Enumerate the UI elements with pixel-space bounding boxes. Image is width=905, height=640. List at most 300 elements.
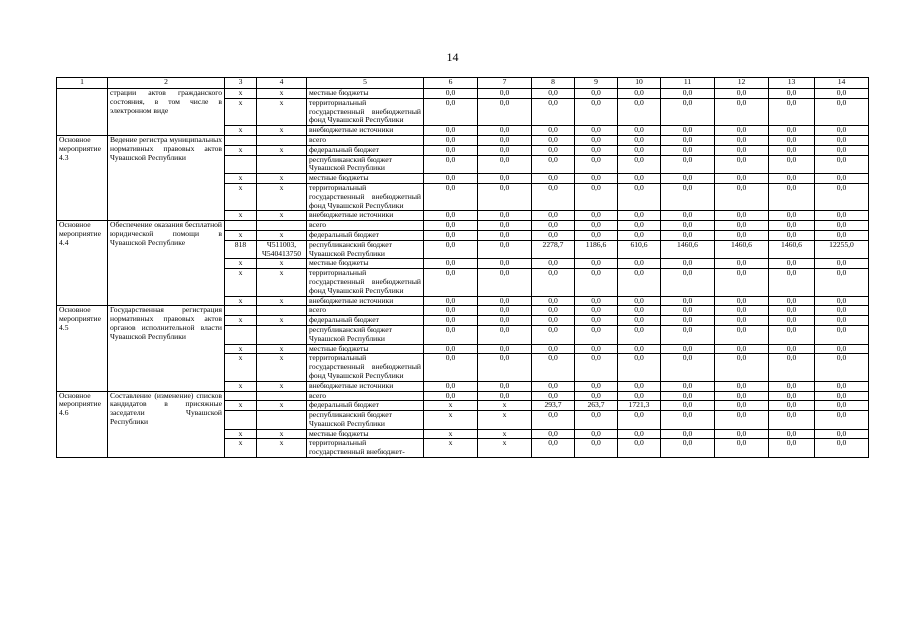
- value-cell: 0,0: [532, 145, 575, 155]
- column-header: 13: [769, 78, 815, 89]
- value-cell: 0,0: [618, 411, 661, 430]
- value-cell: 0,0: [618, 135, 661, 145]
- value-cell: 0,0: [532, 344, 575, 354]
- source-cell: республиканский бюджет Чувашской Республики: [307, 240, 424, 259]
- value-cell: 0,0: [424, 296, 478, 306]
- value-cell: 0,0: [715, 411, 769, 430]
- value-cell: 0,0: [532, 211, 575, 221]
- value-cell: 0,0: [478, 354, 532, 381]
- value-cell: 0,0: [478, 391, 532, 401]
- value-cell: 0,0: [815, 174, 869, 184]
- x-cell: х: [225, 344, 257, 354]
- value-cell: 0,0: [575, 145, 618, 155]
- value-cell: 0,0: [815, 439, 869, 458]
- value-cell: 0,0: [815, 98, 869, 125]
- source-cell: местные бюджеты: [307, 344, 424, 354]
- value-cell: 0,0: [769, 306, 815, 316]
- measure-text: страции актов гражданского состояния, в том числе в электронном виде: [108, 89, 225, 136]
- column-header: 14: [815, 78, 869, 89]
- table-row: [57, 221, 869, 231]
- source-cell: федеральный бюджет: [307, 401, 424, 411]
- x-cell: х: [257, 296, 307, 306]
- value-cell: 0,0: [532, 183, 575, 210]
- value-cell: 0,0: [661, 269, 715, 296]
- value-cell: 0,0: [532, 296, 575, 306]
- value-cell: 0,0: [424, 240, 478, 259]
- value-cell: 0,0: [715, 296, 769, 306]
- value-cell: 1460,6: [715, 240, 769, 259]
- table-row: [57, 135, 869, 145]
- value-cell: 0,0: [661, 155, 715, 174]
- x-cell: х: [257, 126, 307, 136]
- value-cell: 0,0: [715, 269, 769, 296]
- x-cell: х: [257, 316, 307, 326]
- value-cell: 0,0: [769, 183, 815, 210]
- value-cell: 0,0: [815, 411, 869, 430]
- x-cell: х: [225, 211, 257, 221]
- value-cell: 293,7: [532, 401, 575, 411]
- measure-label: Основное мероприятие 4.4: [57, 221, 108, 306]
- measure-text: Ведение регистра муниципальных нормативных правовых актов Чувашской Республики: [108, 135, 225, 220]
- value-cell: 0,0: [424, 174, 478, 184]
- value-cell: х: [424, 401, 478, 411]
- value-cell: 0,0: [478, 381, 532, 391]
- value-cell: 0,0: [715, 259, 769, 269]
- value-cell: 0,0: [769, 155, 815, 174]
- value-cell: 0,0: [661, 429, 715, 439]
- x-cell: х: [257, 439, 307, 458]
- value-cell: 0,0: [618, 381, 661, 391]
- x-cell: х: [257, 230, 307, 240]
- value-cell: 0,0: [618, 89, 661, 99]
- empty-cell: [257, 155, 307, 174]
- source-cell: территориальный государственный внебюджетный фонд Чувашской Республики: [307, 183, 424, 210]
- value-cell: 0,0: [769, 269, 815, 296]
- value-cell: 0,0: [661, 135, 715, 145]
- value-cell: 0,0: [575, 211, 618, 221]
- value-cell: 0,0: [618, 354, 661, 381]
- value-cell: 0,0: [618, 296, 661, 306]
- value-cell: 1460,6: [769, 240, 815, 259]
- value-cell: 0,0: [424, 89, 478, 99]
- value-cell: 0,0: [532, 306, 575, 316]
- value-cell: 0,0: [661, 401, 715, 411]
- value-cell: 0,0: [424, 306, 478, 316]
- value-cell: 0,0: [478, 89, 532, 99]
- x-cell: х: [225, 296, 257, 306]
- value-cell: 0,0: [661, 145, 715, 155]
- value-cell: 0,0: [575, 155, 618, 174]
- source-cell: федеральный бюджет: [307, 316, 424, 326]
- value-cell: 0,0: [575, 183, 618, 210]
- value-cell: 0,0: [815, 316, 869, 326]
- x-cell: х: [225, 381, 257, 391]
- value-cell: 0,0: [575, 429, 618, 439]
- value-cell: 0,0: [618, 439, 661, 458]
- value-cell: 0,0: [769, 126, 815, 136]
- x-cell: х: [225, 145, 257, 155]
- value-cell: х: [478, 411, 532, 430]
- value-cell: 0,0: [815, 306, 869, 316]
- value-cell: 0,0: [532, 259, 575, 269]
- value-cell: 0,0: [478, 306, 532, 316]
- value-cell: 0,0: [815, 221, 869, 231]
- measure-text: Государственная регистрация нормативных правовых актов органов исполнительной власти Чувашской Республики: [108, 306, 225, 391]
- measure-label-cell: [57, 89, 108, 136]
- value-cell: 0,0: [618, 183, 661, 210]
- value-cell: 610,6: [618, 240, 661, 259]
- x-cell: х: [225, 316, 257, 326]
- value-cell: 0,0: [715, 98, 769, 125]
- value-cell: 1460,6: [661, 240, 715, 259]
- value-cell: 0,0: [715, 221, 769, 231]
- value-cell: 0,0: [715, 391, 769, 401]
- column-header: 6: [424, 78, 478, 89]
- empty-cell: [225, 155, 257, 174]
- value-cell: 0,0: [532, 439, 575, 458]
- value-cell: 0,0: [815, 344, 869, 354]
- value-cell: 0,0: [532, 429, 575, 439]
- value-cell: 0,0: [478, 145, 532, 155]
- value-cell: х: [424, 411, 478, 430]
- value-cell: 0,0: [769, 344, 815, 354]
- value-cell: 0,0: [532, 316, 575, 326]
- empty-cell: [225, 325, 257, 344]
- value-cell: 0,0: [769, 230, 815, 240]
- x-cell: х: [225, 89, 257, 99]
- value-cell: 0,0: [618, 98, 661, 125]
- value-cell: 0,0: [769, 98, 815, 125]
- x-cell: х: [257, 145, 307, 155]
- x-cell: х: [257, 259, 307, 269]
- empty-cell: [225, 221, 257, 231]
- value-cell: 0,0: [715, 344, 769, 354]
- value-cell: 0,0: [661, 296, 715, 306]
- x-cell: х: [225, 429, 257, 439]
- target-article-code: Ч511003, Ч540413750: [257, 240, 307, 259]
- value-cell: 0,0: [769, 296, 815, 306]
- value-cell: 0,0: [424, 183, 478, 210]
- value-cell: 0,0: [715, 439, 769, 458]
- value-cell: 0,0: [424, 269, 478, 296]
- value-cell: 0,0: [532, 381, 575, 391]
- value-cell: х: [424, 439, 478, 458]
- value-cell: 0,0: [618, 155, 661, 174]
- source-cell: местные бюджеты: [307, 429, 424, 439]
- value-cell: 0,0: [478, 230, 532, 240]
- value-cell: 0,0: [575, 221, 618, 231]
- value-cell: 0,0: [661, 354, 715, 381]
- column-number-row: [57, 78, 869, 89]
- value-cell: 0,0: [661, 344, 715, 354]
- value-cell: 0,0: [769, 135, 815, 145]
- value-cell: 0,0: [575, 296, 618, 306]
- value-cell: 0,0: [715, 183, 769, 210]
- value-cell: 0,0: [661, 126, 715, 136]
- source-cell: внебюджетные источники: [307, 296, 424, 306]
- value-cell: 0,0: [575, 325, 618, 344]
- x-cell: х: [257, 401, 307, 411]
- source-cell: всего: [307, 221, 424, 231]
- value-cell: 0,0: [661, 306, 715, 316]
- source-cell: всего: [307, 306, 424, 316]
- value-cell: 0,0: [815, 145, 869, 155]
- value-cell: 0,0: [532, 354, 575, 381]
- budget-table: [56, 77, 869, 458]
- measure-label: Основное мероприятие 4.5: [57, 306, 108, 391]
- source-cell: федеральный бюджет: [307, 145, 424, 155]
- value-cell: 0,0: [424, 155, 478, 174]
- x-cell: х: [225, 174, 257, 184]
- value-cell: 0,0: [532, 126, 575, 136]
- value-cell: 0,0: [769, 439, 815, 458]
- x-cell: х: [225, 259, 257, 269]
- value-cell: 0,0: [618, 325, 661, 344]
- value-cell: 263,7: [575, 401, 618, 411]
- value-cell: 0,0: [575, 135, 618, 145]
- value-cell: 0,0: [769, 354, 815, 381]
- table-body: [57, 89, 869, 458]
- value-cell: 0,0: [769, 429, 815, 439]
- value-cell: 0,0: [661, 211, 715, 221]
- value-cell: 0,0: [661, 89, 715, 99]
- value-cell: 0,0: [532, 98, 575, 125]
- x-cell: х: [225, 439, 257, 458]
- x-cell: х: [225, 401, 257, 411]
- value-cell: х: [424, 429, 478, 439]
- table-row: [57, 306, 869, 316]
- value-cell: 0,0: [478, 126, 532, 136]
- x-cell: х: [225, 126, 257, 136]
- x-cell: х: [257, 89, 307, 99]
- column-header: 2: [108, 78, 225, 89]
- source-cell: республиканский бюджет Чувашской Республики: [307, 325, 424, 344]
- source-cell: внебюджетные источники: [307, 126, 424, 136]
- value-cell: 0,0: [661, 183, 715, 210]
- measure-text: Составление (изменение) списков кандидатов в присяжные заседатели Чувашской Республики: [108, 391, 225, 458]
- grbs-code: 818: [225, 240, 257, 259]
- value-cell: 1721,3: [618, 401, 661, 411]
- value-cell: 0,0: [715, 381, 769, 391]
- value-cell: 0,0: [815, 269, 869, 296]
- value-cell: 0,0: [478, 240, 532, 259]
- value-cell: 0,0: [769, 89, 815, 99]
- value-cell: 0,0: [715, 174, 769, 184]
- value-cell: 0,0: [424, 211, 478, 221]
- value-cell: 0,0: [575, 391, 618, 401]
- value-cell: 0,0: [478, 259, 532, 269]
- source-cell: территориальный государственный внебюджетный фонд Чувашской Республики: [307, 98, 424, 125]
- x-cell: х: [225, 354, 257, 381]
- column-header: 3: [225, 78, 257, 89]
- measure-label: Основное мероприятие 4.3: [57, 135, 108, 220]
- x-cell: х: [225, 269, 257, 296]
- value-cell: 0,0: [769, 211, 815, 221]
- value-cell: 0,0: [769, 221, 815, 231]
- x-cell: х: [257, 354, 307, 381]
- value-cell: 0,0: [575, 269, 618, 296]
- value-cell: 0,0: [424, 135, 478, 145]
- value-cell: 0,0: [618, 344, 661, 354]
- measure-text: Обеспечение оказания бесплатной юридической помощи в Чувашской Республике: [108, 221, 225, 306]
- empty-cell: [225, 411, 257, 430]
- value-cell: 0,0: [618, 230, 661, 240]
- empty-cell: [257, 325, 307, 344]
- source-cell: всего: [307, 391, 424, 401]
- value-cell: 1186,6: [575, 240, 618, 259]
- value-cell: 0,0: [424, 325, 478, 344]
- value-cell: 0,0: [478, 269, 532, 296]
- value-cell: 0,0: [715, 155, 769, 174]
- value-cell: 0,0: [661, 174, 715, 184]
- x-cell: х: [257, 269, 307, 296]
- value-cell: 0,0: [532, 325, 575, 344]
- value-cell: 0,0: [575, 174, 618, 184]
- value-cell: 0,0: [661, 98, 715, 125]
- x-cell: х: [257, 174, 307, 184]
- value-cell: 0,0: [424, 259, 478, 269]
- value-cell: 0,0: [715, 145, 769, 155]
- value-cell: 0,0: [424, 354, 478, 381]
- value-cell: 0,0: [815, 183, 869, 210]
- source-cell: местные бюджеты: [307, 174, 424, 184]
- value-cell: 0,0: [532, 230, 575, 240]
- value-cell: 0,0: [478, 174, 532, 184]
- value-cell: 2278,7: [532, 240, 575, 259]
- measure-label: Основное мероприятие 4.6: [57, 391, 108, 458]
- x-cell: х: [257, 183, 307, 210]
- value-cell: 0,0: [769, 145, 815, 155]
- value-cell: 0,0: [424, 344, 478, 354]
- empty-cell: [257, 411, 307, 430]
- x-cell: х: [225, 230, 257, 240]
- value-cell: 0,0: [575, 89, 618, 99]
- value-cell: 0,0: [715, 316, 769, 326]
- x-cell: х: [257, 98, 307, 125]
- value-cell: 0,0: [715, 126, 769, 136]
- value-cell: 0,0: [815, 135, 869, 145]
- value-cell: 0,0: [478, 155, 532, 174]
- column-header: 12: [715, 78, 769, 89]
- value-cell: 0,0: [769, 316, 815, 326]
- value-cell: 0,0: [618, 211, 661, 221]
- value-cell: 0,0: [815, 155, 869, 174]
- value-cell: х: [478, 401, 532, 411]
- value-cell: 0,0: [661, 259, 715, 269]
- value-cell: 0,0: [815, 89, 869, 99]
- column-header: 7: [478, 78, 532, 89]
- value-cell: 0,0: [575, 306, 618, 316]
- value-cell: 0,0: [715, 211, 769, 221]
- x-cell: х: [257, 211, 307, 221]
- value-cell: 0,0: [532, 269, 575, 296]
- value-cell: 0,0: [715, 354, 769, 381]
- value-cell: 0,0: [769, 259, 815, 269]
- empty-cell: [257, 221, 307, 231]
- x-cell: х: [257, 344, 307, 354]
- value-cell: 0,0: [715, 89, 769, 99]
- x-cell: х: [257, 429, 307, 439]
- source-cell: местные бюджеты: [307, 259, 424, 269]
- value-cell: 0,0: [478, 325, 532, 344]
- value-cell: 0,0: [661, 221, 715, 231]
- value-cell: 0,0: [424, 230, 478, 240]
- source-cell: территориальный государственный внебюджетный фонд Чувашской Республики: [307, 354, 424, 381]
- value-cell: 0,0: [715, 429, 769, 439]
- value-cell: 0,0: [661, 381, 715, 391]
- value-cell: 0,0: [575, 439, 618, 458]
- value-cell: 0,0: [618, 145, 661, 155]
- source-cell: внебюджетные источники: [307, 211, 424, 221]
- value-cell: 0,0: [575, 259, 618, 269]
- value-cell: 0,0: [815, 259, 869, 269]
- page-number: 14: [446, 50, 459, 64]
- value-cell: 0,0: [769, 401, 815, 411]
- value-cell: 0,0: [478, 98, 532, 125]
- value-cell: 0,0: [424, 381, 478, 391]
- value-cell: 0,0: [532, 411, 575, 430]
- empty-cell: [257, 135, 307, 145]
- value-cell: 0,0: [575, 381, 618, 391]
- value-cell: 0,0: [815, 401, 869, 411]
- source-cell: федеральный бюджет: [307, 230, 424, 240]
- value-cell: 0,0: [618, 259, 661, 269]
- value-cell: 0,0: [815, 381, 869, 391]
- x-cell: х: [225, 183, 257, 210]
- value-cell: 0,0: [575, 126, 618, 136]
- source-cell: республиканский бюджет Чувашской Республики: [307, 411, 424, 430]
- x-cell: х: [225, 98, 257, 125]
- value-cell: 0,0: [715, 401, 769, 411]
- value-cell: 0,0: [618, 391, 661, 401]
- value-cell: 0,0: [575, 354, 618, 381]
- column-header: 11: [661, 78, 715, 89]
- value-cell: 0,0: [715, 306, 769, 316]
- value-cell: 0,0: [769, 174, 815, 184]
- value-cell: 0,0: [532, 391, 575, 401]
- value-cell: 0,0: [618, 221, 661, 231]
- value-cell: 0,0: [575, 316, 618, 326]
- value-cell: 0,0: [575, 411, 618, 430]
- value-cell: 0,0: [532, 221, 575, 231]
- column-header: 9: [575, 78, 618, 89]
- value-cell: 12255,0: [815, 240, 869, 259]
- value-cell: 0,0: [769, 411, 815, 430]
- value-cell: 0,0: [618, 269, 661, 296]
- column-header: 10: [618, 78, 661, 89]
- column-header: 8: [532, 78, 575, 89]
- value-cell: х: [478, 429, 532, 439]
- value-cell: 0,0: [815, 391, 869, 401]
- source-cell: местные бюджеты: [307, 89, 424, 99]
- value-cell: 0,0: [815, 325, 869, 344]
- value-cell: 0,0: [478, 211, 532, 221]
- value-cell: 0,0: [661, 325, 715, 344]
- column-header: 4: [257, 78, 307, 89]
- value-cell: 0,0: [769, 381, 815, 391]
- table-row: [57, 89, 869, 99]
- value-cell: 0,0: [815, 126, 869, 136]
- value-cell: 0,0: [618, 126, 661, 136]
- source-cell: внебюджетные источники: [307, 381, 424, 391]
- empty-cell: [225, 135, 257, 145]
- value-cell: 0,0: [815, 296, 869, 306]
- source-cell: всего: [307, 135, 424, 145]
- value-cell: 0,0: [532, 155, 575, 174]
- value-cell: 0,0: [575, 344, 618, 354]
- value-cell: 0,0: [532, 135, 575, 145]
- value-cell: 0,0: [661, 391, 715, 401]
